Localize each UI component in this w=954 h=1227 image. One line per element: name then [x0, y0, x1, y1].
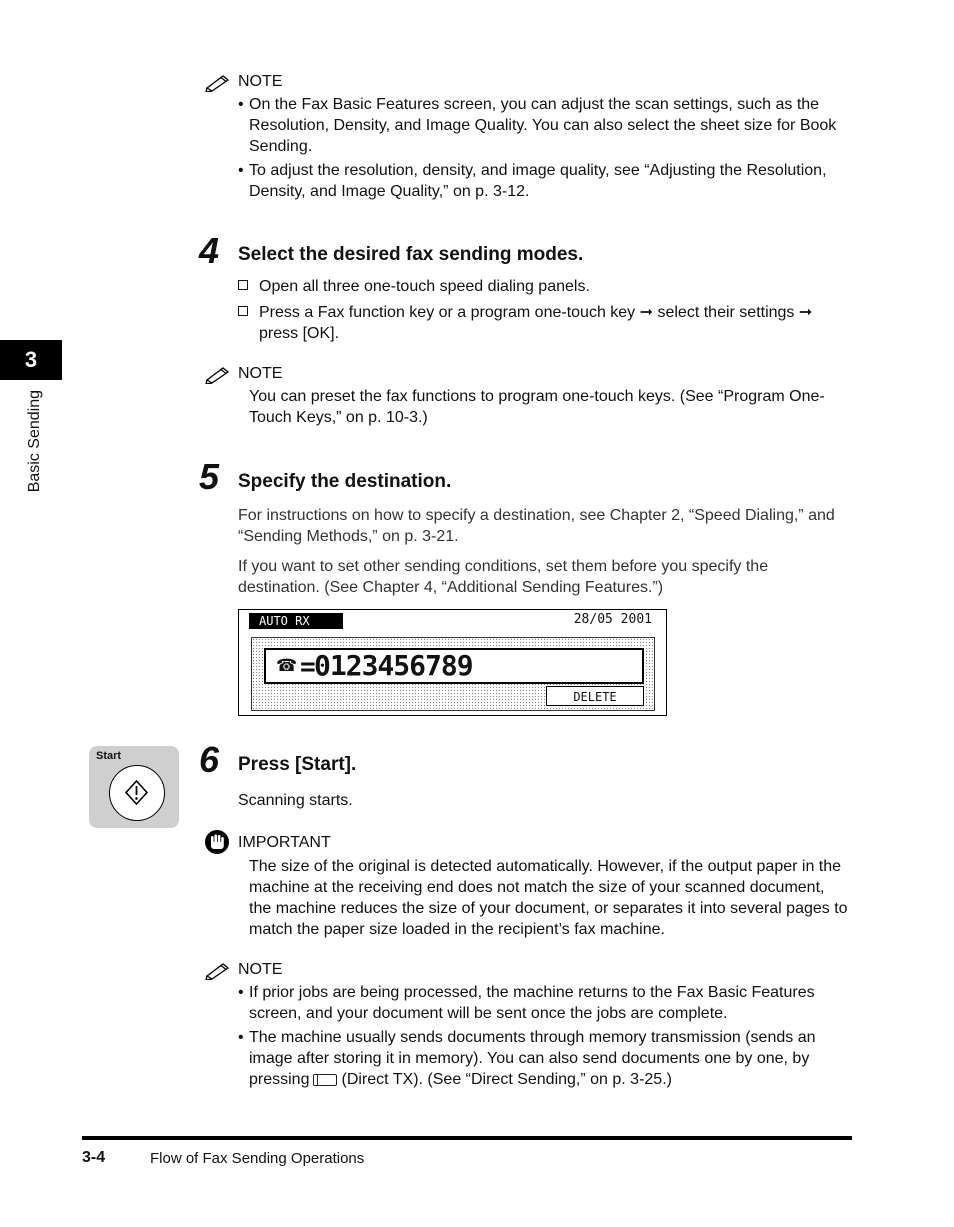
- step-title: Select the desired fax sending modes.: [238, 244, 584, 265]
- fax-number: 0123456789: [314, 649, 473, 682]
- start-diamond-icon: [110, 766, 163, 819]
- checklist-item: Open all three one-touch speed dialing panels.: [238, 276, 853, 297]
- step-number: 4: [199, 230, 220, 271]
- note-bullet: • On the Fax Basic Features screen, you can adjust the scan settings, such as the Resolution, Density, and Image Quality. You can also select the sheet size for Book Sending.: [238, 94, 853, 157]
- footer-rule: [82, 1136, 852, 1140]
- note-label: NOTE: [238, 365, 283, 382]
- note-label: NOTE: [238, 73, 283, 90]
- step-text: Scanning starts.: [238, 792, 353, 809]
- note-bullet: • If prior jobs are being processed, the machine returns to the Fax Basic Features screen, and your document will be sent once the jobs are complete.: [238, 982, 853, 1024]
- note-body: [238, 94, 853, 202]
- checkbox-icon: [238, 306, 248, 316]
- fax-lcd-screen: [238, 609, 667, 716]
- step-title: Specify the destination.: [238, 471, 452, 492]
- footer-title: Flow of Fax Sending Operations: [150, 1150, 365, 1167]
- phone-icon: ☎: [276, 656, 298, 675]
- equals-sign: =: [300, 652, 316, 682]
- note-body: [238, 982, 853, 1090]
- chapter-label: Basic Sending: [26, 390, 43, 493]
- important-hand-icon: [204, 829, 230, 855]
- note-text: You can preset the fax functions to program one-touch keys. (See “Program One-Touch Keys,” on p. 10-3.): [249, 388, 825, 426]
- page-number: 3-4: [82, 1149, 106, 1166]
- note-bullet: • To adjust the resolution, density, and image quality, see “Adjusting the Resolution, Density, and Image Quality,” on p. 3-12.: [238, 160, 853, 202]
- chapter-tab: 3: [0, 340, 62, 380]
- pencil-icon: [204, 960, 232, 980]
- start-button[interactable]: [109, 765, 165, 821]
- step-paragraph: For instructions on how to specify a destination, see Chapter 2, “Speed Dialing,” and “Sending Methods,” on p. 3-21.: [238, 507, 835, 545]
- checklist-item: Press a Fax function key or a program one-touch key ➞ select their settings ➞ press [OK].: [238, 302, 853, 344]
- lcd-mode-label: AUTO RX: [249, 613, 343, 629]
- direct-tx-key-icon: [313, 1074, 337, 1086]
- lcd-date: 28/05 2001: [573, 612, 652, 627]
- step-paragraph: If you want to set other sending conditions, set them before you specify the destination. (See Chapter 4, “Additional Sending Features.”): [238, 558, 769, 596]
- step-number: 6: [199, 739, 220, 780]
- step-number: 5: [199, 456, 220, 497]
- delete-button[interactable]: DELETE: [546, 686, 644, 706]
- start-key-label: Start: [96, 750, 122, 762]
- start-key-illustration: [89, 746, 179, 828]
- step-checklist: [238, 276, 853, 344]
- note-bullet: • The machine usually sends documents through memory transmission (sends an image after storing it in memory). You can also send documents one by one, by pressing (Direct TX). (See “Direct Sending,” on p. 3-25.): [238, 1027, 853, 1090]
- step-title: Press [Start].: [238, 754, 357, 775]
- important-label: IMPORTANT: [238, 834, 331, 851]
- fax-number-field[interactable]: [264, 648, 644, 684]
- pencil-icon: [204, 364, 232, 384]
- note-label: NOTE: [238, 961, 283, 978]
- lcd-panel: [251, 637, 655, 711]
- important-text: The size of the original is detected automatically. However, if the output paper in the machine at the receiving end does not match the size of your scanned document, the machine reduces the size of your document, or separates it into several pages to match the paper size loaded in the recipient’s fax machine.: [249, 858, 848, 938]
- checkbox-icon: [238, 280, 248, 290]
- pencil-icon: [204, 72, 232, 92]
